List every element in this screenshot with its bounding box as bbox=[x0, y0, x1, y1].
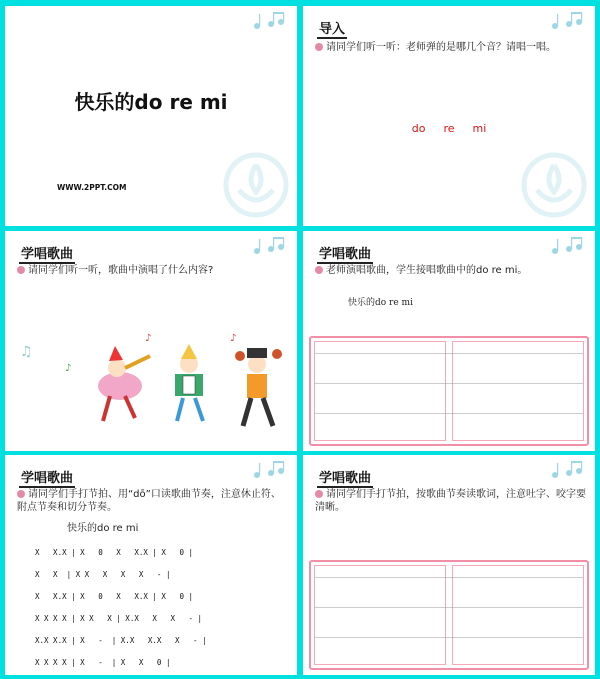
music-notes-icon bbox=[249, 459, 289, 481]
rhythm-row: X X.X | X 0 X X.X | X 0 | bbox=[35, 591, 194, 601]
cartoon-musicians-image bbox=[15, 326, 290, 436]
slide-teacher-sings[interactable] bbox=[303, 231, 595, 451]
bullet-icon bbox=[315, 266, 323, 274]
watermark-logo-icon bbox=[221, 150, 291, 220]
rhythm-row: X X.X | X 0 X X.X | X 0 | bbox=[35, 547, 194, 557]
music-notes-icon bbox=[249, 10, 289, 32]
slide-title: 快乐的do re mi bbox=[74, 90, 228, 114]
slide-heading: 学唱歌曲 bbox=[317, 243, 373, 264]
website-url: WWW.2PPT.COM bbox=[57, 183, 127, 192]
bullet-text: 请同学们手打节拍、用“dō”口读歌曲节奏，注意休止符、附点节奏和切分节奏。 bbox=[17, 489, 281, 513]
rhythm-table bbox=[35, 541, 247, 673]
slide-listen[interactable] bbox=[5, 231, 297, 451]
trumpet-clown-figure bbox=[98, 346, 150, 421]
bullet-icon bbox=[17, 266, 25, 274]
svg-text:♪: ♪ bbox=[145, 333, 152, 344]
accordion-clown-figure bbox=[175, 344, 203, 421]
music-score-image bbox=[309, 560, 589, 670]
music-score-image bbox=[309, 336, 589, 446]
bullet-icon bbox=[315, 43, 323, 51]
rhythm-row: X X X X | X - | X X 0 | bbox=[35, 657, 171, 667]
slide-heading: 学唱歌曲 bbox=[317, 467, 373, 488]
slide-heading: 导入 bbox=[317, 18, 347, 39]
slide-heading: 学唱歌曲 bbox=[19, 243, 75, 264]
slide-rhythm[interactable] bbox=[5, 455, 297, 675]
bullet-text: 请同学们听一听：老师弹的是哪几个音？请唱一唱。 bbox=[315, 41, 556, 54]
note-do: do bbox=[411, 122, 426, 135]
bullet-icon bbox=[17, 490, 25, 498]
rhythm-row: X X | X X X X X - | bbox=[35, 569, 171, 579]
bullet-text: 老师演唱歌曲，学生接唱歌曲中的do re mi。 bbox=[315, 264, 527, 277]
slide-intro[interactable] bbox=[303, 6, 595, 226]
note-mi: mi bbox=[472, 122, 487, 135]
bullet-text: 请同学们听一听，歌曲中演唱了什么内容? bbox=[17, 264, 213, 277]
solfege-notes bbox=[303, 122, 595, 135]
watermark-logo-icon bbox=[519, 150, 589, 220]
music-notes-icon bbox=[547, 10, 587, 32]
note-re: re bbox=[443, 122, 455, 135]
maracas-clown-figure bbox=[235, 348, 282, 426]
music-notes-icon bbox=[249, 235, 289, 257]
score-title: 快乐的do re mi bbox=[348, 298, 413, 308]
music-notes-icon bbox=[547, 459, 587, 481]
svg-text:♪: ♪ bbox=[65, 363, 72, 374]
bullet-text: 请同学们手打节拍，按歌曲节奏读歌词，注意吐字、咬字要清晰。 bbox=[315, 489, 586, 513]
slide-cover[interactable] bbox=[5, 6, 297, 226]
score-subtitle: 快乐的do re mi bbox=[67, 523, 139, 534]
slide-read-lyrics[interactable] bbox=[303, 455, 595, 675]
svg-text:♪: ♪ bbox=[230, 333, 237, 344]
slide-heading: 学唱歌曲 bbox=[19, 467, 75, 488]
music-notes-icon bbox=[547, 235, 587, 257]
rhythm-row: X.X X.X | X - | X.X X.X X - | bbox=[35, 635, 207, 645]
bullet-icon bbox=[315, 490, 323, 498]
rhythm-row: X X X X | X X X | X.X X X - | bbox=[35, 613, 203, 623]
svg-text:♫: ♫ bbox=[20, 344, 33, 360]
